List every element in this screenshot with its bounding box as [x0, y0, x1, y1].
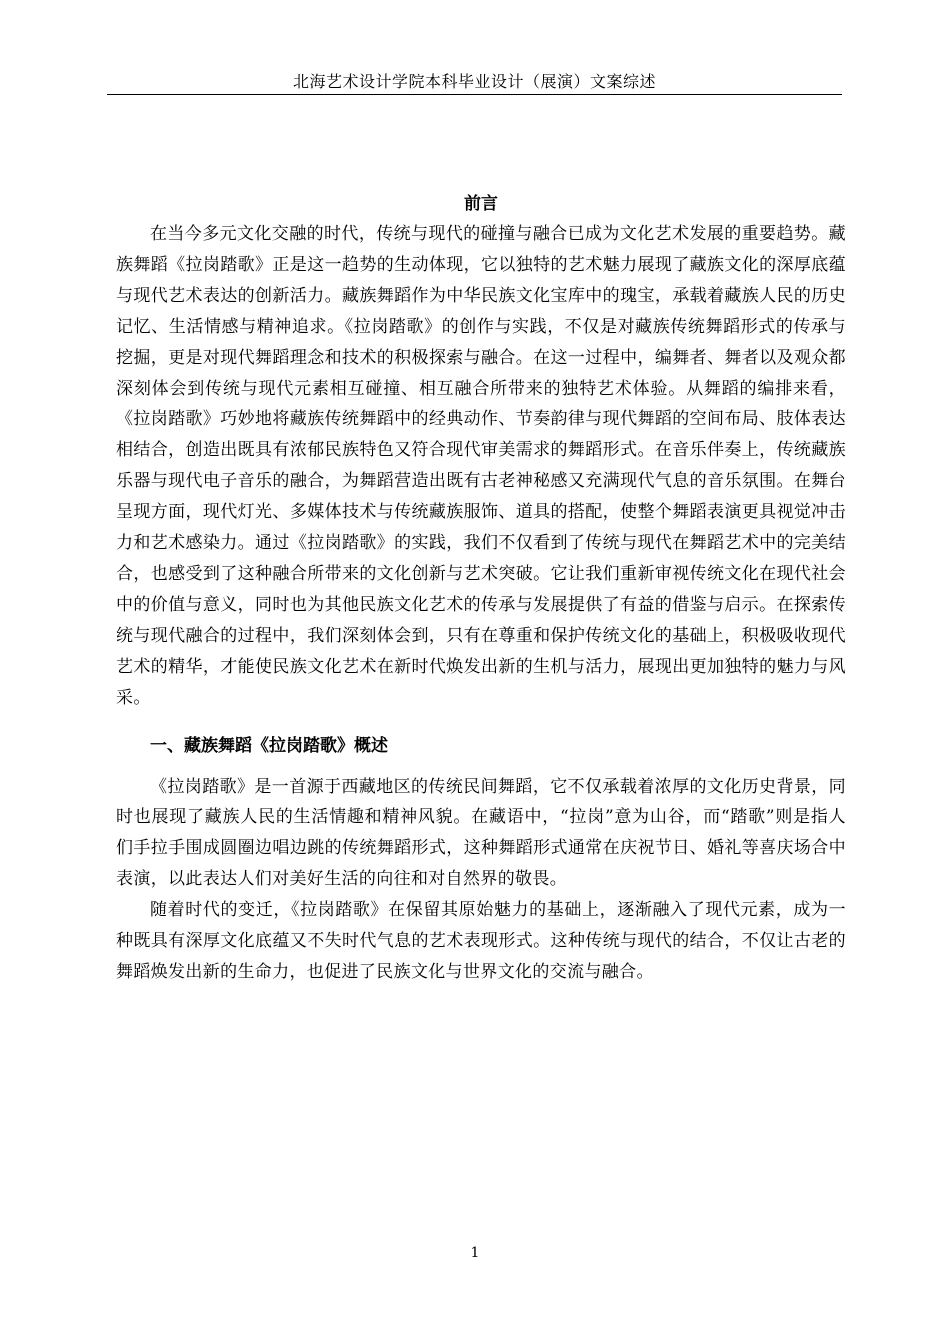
section-heading: 一、藏族舞蹈《拉岗踏歌》概述	[150, 735, 388, 756]
document-body	[116, 189, 846, 988]
preface-title: 前言	[464, 194, 498, 214]
page-header	[107, 72, 842, 95]
header-title: 北海艺术设计学院本科毕业设计（展演）文案综述	[292, 72, 656, 91]
section-paragraph: 随着时代的变迁，《拉岗踏歌》在保留其原始魅力的基础上，逐渐融入了现代元素，成为一种既具有深厚文化底蕴又不失时代气息的艺术表现形式。这种传统与现代的结合，不仅让古老的舞蹈焕发出新的生命力，也促进了民族文化与世界文化的交流与融合。	[116, 900, 846, 982]
preface-paragraph: 在当今多元文化交融的时代，传统与现代的碰撞与融合已成为文化艺术发展的重要趋势。藏族舞蹈《拉岗踏歌》正是这一趋势的生动体现，它以独特的艺术魅力展现了藏族文化的深厚底蕴与现代艺术表达的创新活力。藏族舞蹈作为中华民族文化宝库中的瑰宝，承载着藏族人民的历史记忆、生活情感与精神追求。《拉岗踏歌》的创作与实践，不仅是对藏族传统舞蹈形式的传承与挖掘，更是对现代舞蹈理念和技术的积极探索与融合。在这一过程中，编舞者、舞者以及观众都深刻体会到传统与现代元素相互碰撞、相互融合所带来的独特艺术体验。从舞蹈的编排来看，《拉岗踏歌》巧妙地将藏族传统舞蹈中的经典动作、节奏韵律与现代舞蹈的空间布局、肢体表达相结合，创造出既具有浓郁民族特色又符合现代审美需求的舞蹈形式。在音乐伴奏上，传统藏族乐器与现代电子音乐的融合，为舞蹈营造出既有古老神秘感又充满现代气息的音乐氛围。在舞台呈现方面，现代灯光、多媒体技术与传统藏族服饰、道具的搭配，使整个舞蹈表演更具视觉冲击力和艺术感染力。通过《拉岗踏歌》的实践，我们不仅看到了传统与现代在舞蹈艺术中的完美结合，也感受到了这种融合所带来的文化创新与艺术突破。它让我们重新审视传统文化在现代社会中的价值与意义，同时也为其他民族文化艺术的传承与发展提供了有益的借鉴与启示。在探索传统与现代融合的过程中，我们深刻体会到，只有在尊重和保护传统文化的基础上，积极吸收现代艺术的精华，才能使民族文化艺术在新时代焕发出新的生机与活力，展现出更加独特的魅力与风采。	[116, 224, 846, 708]
section-paragraph: 《拉岗踏歌》是一首源于西藏地区的传统民间舞蹈，它不仅承载着浓厚的文化历史背景，同时也展现了藏族人民的生活情趣和精神风貌。在藏语中，“拉岗”意为山谷，而“踏歌”则是指人们手拉手围成圆圈边唱边跳的传统舞蹈形式，这种舞蹈形式通常在庆祝节日、婚礼等喜庆场合中表演，以此表达人们对美好生活的向往和对自然界的敬畏。	[116, 776, 846, 890]
page-number: 1	[470, 1245, 480, 1261]
